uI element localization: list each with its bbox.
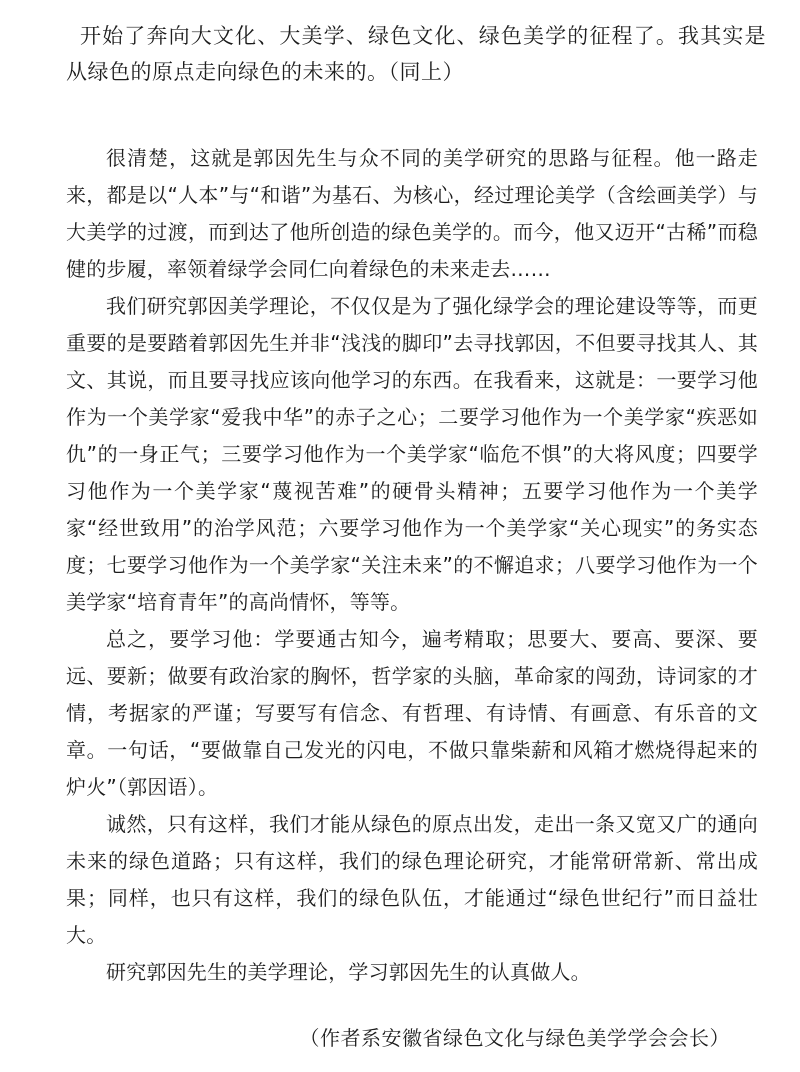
paragraph-3: 总之，要学习他：学要通古知今，遍考精取；思要大、要高、要深、要远、要新；做要有政治家的胸怀，哲学家的头脑，革命家的闯劲，诗词家的才情，考据家的严谨；写要写有信念、有哲理、有诗情、有画意、有乐音的文章。一句话，“要做靠自己发光的闪电，不做只靠柴薪和风箱才燃烧得起来的炉火”（郭因语）。 (66, 627, 758, 799)
author-signature: （作者系安徽省绿色文化与绿色美学学会会长） (299, 1026, 730, 1050)
paragraph-5: 研究郭因先生的美学理论，学习郭因先生的认真做人。 (106, 960, 591, 984)
quote-block: 开始了奔向大文化、大美学、绿色文化、绿色美学的征程了。我其实是从绿色的原点走向绿色的未来的。（同上） (66, 24, 766, 84)
paragraph-1: 很清楚，这就是郭因先生与众不同的美学研究的思路与征程。他一路走来，都是以“人本”与“和谐”为基石、为核心，经过理论美学（含绘画美学）与大美学的过渡，而到达了他所创造的绿色美学的。而今，他又迈开“古稀”而稳健的步履，率领着绿学会同仁向着绿色的未来走去…… (66, 146, 758, 281)
paragraph-4: 诚然，只有这样，我们才能从绿色的原点出发，走出一条又宽又广的通向未来的绿色道路；只有这样，我们的绿色理论研究，才能常研常新、常出成果；同样，也只有这样，我们的绿色队伍，才能通过“绿色世纪行”而日益壮大。 (66, 812, 758, 947)
article-body (66, 140, 758, 991)
paragraph-2: 我们研究郭因美学理论，不仅仅是为了强化绿学会的理论建设等等，而更重要的是要踏着郭因先生并非“浅浅的脚印”去寻找郭因，不但要寻找其人、其文、其说，而且要寻找应该向他学习的东西。在我看来，这就是：一要学习他作为一个美学家“爱我中华”的赤子之心；二要学习他作为一个美学家“疾恶如仇”的一身正气；三要学习他作为一个美学家“临危不惧”的大将风度；四要学习他作为一个美学家“蔑视苦难”的硬骨头精神；五要学习他作为一个美学家“经世致用”的治学风范；六要学习他作为一个美学家“关心现实”的务实态度；七要学习他作为一个美学家“关注未来”的不懈追求；八要学习他作为一个美学家“培育青年”的高尚情怀，等等。 (66, 294, 758, 614)
